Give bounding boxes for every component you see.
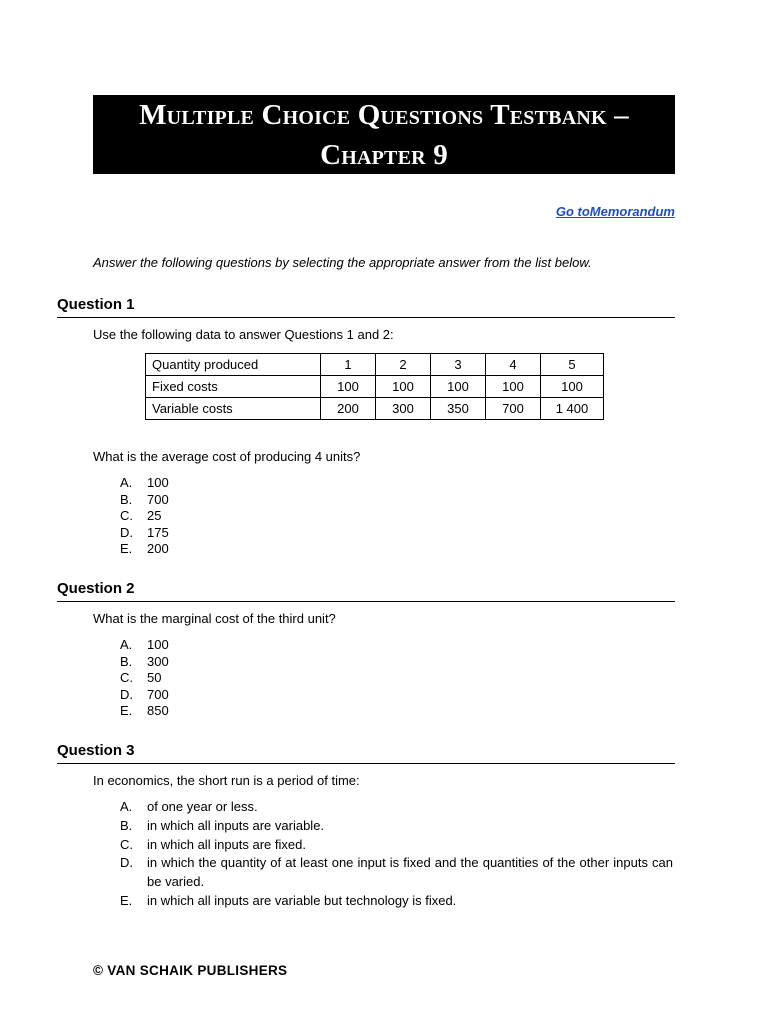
option-text: 175 <box>147 524 169 540</box>
chapter-title <box>93 95 675 174</box>
question-1-heading <box>57 296 675 318</box>
table-row <box>146 354 604 376</box>
option-letter: D. <box>120 524 133 540</box>
option-text: 25 <box>147 508 162 523</box>
table-row <box>146 376 604 398</box>
option-letter: E. <box>120 703 133 718</box>
option-e[interactable] <box>120 541 169 558</box>
option-letter: B. <box>120 491 133 507</box>
question-1-options <box>120 475 169 558</box>
option-text: 700 <box>147 686 169 702</box>
option-d[interactable] <box>120 687 169 704</box>
option-text: 850 <box>147 703 169 718</box>
option-b[interactable] <box>120 654 169 671</box>
question-2-text: What is the marginal cost of the third unit? <box>93 611 336 626</box>
option-letter: E. <box>120 541 133 556</box>
question-1-heading-text: Question 1 <box>57 296 135 313</box>
table-cell: 1 400 <box>541 398 604 420</box>
table-cell: 700 <box>486 398 541 420</box>
table-cell: 350 <box>431 398 486 420</box>
option-text: in which the quantity of at least one input is fixed and the quantities of the other inputs can be varied. <box>147 855 673 890</box>
instructions-text: Answer the following questions by selecting the appropriate answer from the list below. <box>93 255 592 270</box>
option-text: 700 <box>147 491 169 507</box>
question-2-options <box>120 637 169 720</box>
option-text: 100 <box>147 637 169 652</box>
option-text: 300 <box>147 653 169 669</box>
option-d[interactable] <box>120 525 169 542</box>
memorandum-link[interactable]: Go toMemorandum <box>555 204 675 219</box>
option-letter: E. <box>120 892 133 908</box>
option-letter: A. <box>120 637 133 652</box>
option-c[interactable] <box>120 836 673 855</box>
question-3-heading-text: Question 3 <box>57 742 135 759</box>
table-cell: 5 <box>541 354 604 376</box>
option-text: in which all inputs are fixed. <box>147 836 306 852</box>
option-letter: D. <box>120 855 133 871</box>
option-e[interactable] <box>120 703 169 720</box>
table-cell: 3 <box>431 354 486 376</box>
option-text: 100 <box>147 475 169 490</box>
table-cell: 200 <box>321 398 376 420</box>
cost-data-table <box>145 353 604 420</box>
option-c[interactable] <box>120 508 169 525</box>
option-b[interactable] <box>120 817 673 836</box>
title-line-1: Multiple Choice Questions Testbank – <box>139 98 629 131</box>
table-cell: 4 <box>486 354 541 376</box>
question-3-text: In economics, the short run is a period of time: <box>93 773 360 788</box>
option-letter: C. <box>120 670 133 685</box>
option-letter: B. <box>120 817 133 833</box>
table-cell: 100 <box>486 376 541 398</box>
option-b[interactable] <box>120 492 169 509</box>
option-text: 50 <box>147 670 162 685</box>
question-1-intro: Use the following data to answer Questions 1 and 2: <box>93 327 394 342</box>
option-d[interactable] <box>120 854 673 892</box>
table-cell: 100 <box>376 376 431 398</box>
option-text: of one year or less. <box>147 799 258 814</box>
option-a[interactable] <box>120 637 169 654</box>
question-2-heading <box>57 580 675 602</box>
option-letter: D. <box>120 686 133 702</box>
option-c[interactable] <box>120 670 169 687</box>
option-letter: A. <box>120 475 133 490</box>
table-row-label: Quantity produced <box>146 354 321 376</box>
option-letter: A. <box>120 799 133 814</box>
table-cell: 100 <box>321 376 376 398</box>
option-a[interactable] <box>120 798 673 817</box>
table-cell: 1 <box>321 354 376 376</box>
option-a[interactable] <box>120 475 169 492</box>
option-letter: C. <box>120 836 133 852</box>
option-e[interactable] <box>120 892 673 911</box>
publisher-footer: © VAN SCHAIK PUBLISHERS <box>93 963 288 978</box>
table-row <box>146 398 604 420</box>
question-1-text: What is the average cost of producing 4 units? <box>93 449 361 464</box>
question-3-heading <box>57 742 675 764</box>
option-text: in which all inputs are variable but technology is fixed. <box>147 892 457 908</box>
option-text: in which all inputs are variable. <box>147 817 325 833</box>
option-letter: B. <box>120 653 133 669</box>
title-line-2: Chapter 9 <box>320 138 448 171</box>
question-2-heading-text: Question 2 <box>57 580 135 597</box>
table-cell: 100 <box>541 376 604 398</box>
option-letter: C. <box>120 508 133 523</box>
table-cell: 2 <box>376 354 431 376</box>
table-cell: 100 <box>431 376 486 398</box>
table-row-label: Fixed costs <box>146 376 321 398</box>
option-text: 200 <box>147 541 169 556</box>
table-cell: 300 <box>376 398 431 420</box>
question-3-options <box>120 798 673 911</box>
table-row-label: Variable costs <box>146 398 321 420</box>
